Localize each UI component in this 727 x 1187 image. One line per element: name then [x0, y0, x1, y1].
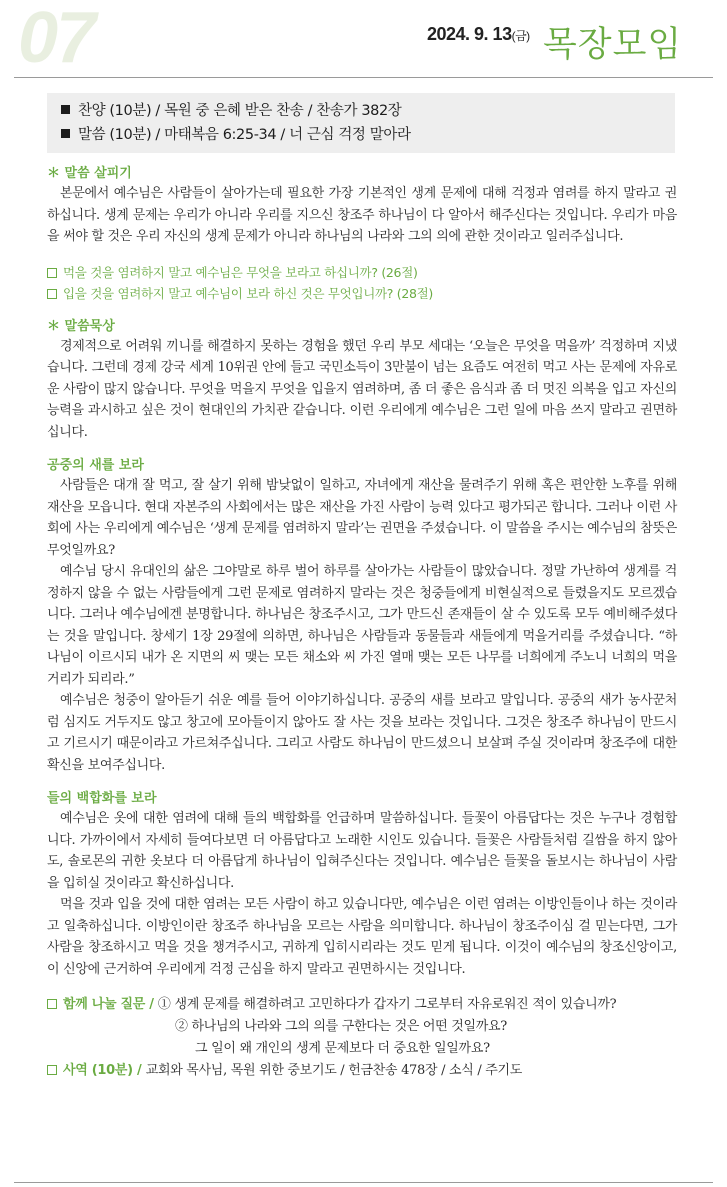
word-study-paragraph: 본문에서 예수님은 사람들이 살아가는데 필요한 가장 기본적인 생계 문제에 대해 걱정과 염려를 하지 말라고 권하십니다. 생계 문제는 우리가 아니라 우리를 지으신 창조주 하나님이 다 알아서 해주신다는 것입니다. 우리가 마음을 써야 할 것은 우리 자신의 생계 문제가 아니라 하나님의 나라와 그의 의에 관한 것이라고 일러주십니다. [47, 186, 677, 244]
date-main: 2024. 9. 13 [427, 24, 512, 44]
page-number: 07 [18, 0, 95, 78]
section-heading-birds: 공중의 새를 보라 [47, 458, 144, 473]
sharing-question-2: ② 하나님의 나라와 그의 의를 구한다는 것은 어떤 것일까요? [175, 1019, 507, 1034]
question-item [47, 283, 677, 304]
summary-line-word [61, 123, 675, 147]
birds-paragraph: 예수님 당시 유대인의 삶은 그야말로 하루 벌어 하루를 살아가는 사람들이 많았습니다. 정말 가난하여 생계를 걱정하지 않을 수 없는 사람들에게 그런 문제로 염려하지 말라는 것은 청중들에게 비현실적으로 들렸을지도 모르겠습니다. 그러나 예수님에겐 분명합니다. 하나님은 창조주시고, 그가 만드신 존재들이 살 수 있도록 모두 예비해주셨다는 것을 말입니다. 창세기 1장 29절에 의하면, 하나님은 사람들과 동물들과 새들에게 먹을거리를 주셨습니다. “하나님이 이르시되 내가 온 지면의 씨 맺는 모든 채소와 씨 가진 열매 맺는 모든 나무를 너희에게 주노니 너희의 먹을거리가 되리라.” [47, 564, 677, 687]
ministry-text: 교회와 목사님, 목원 위한 중보기도 / 헌금찬송 478장 / 소식 / 주기도 [145, 1063, 523, 1078]
bottom-divider [14, 1182, 713, 1183]
question-text: 입을 것을 염려하지 말고 예수님이 보라 하신 것은 무엇입니까? (28절) [63, 285, 434, 301]
square-bullet-icon [61, 105, 70, 114]
top-divider [14, 77, 713, 78]
square-bullet-icon [61, 129, 70, 138]
summary-word-text: 말씀 (10분) / 마태복음 6:25-34 / 너 근심 걱정 말아라 [78, 127, 411, 143]
question-text: 먹을 것을 염려하지 말고 예수님은 무엇을 보라고 하십니까? (26절) [63, 264, 418, 280]
date-weekday: (금) [511, 29, 530, 43]
sharing-questions [47, 994, 677, 1082]
summary-praise-text: 찬양 (10분) / 목원 중 은혜 받은 찬송 / 찬송가 382장 [78, 103, 402, 119]
date [427, 24, 530, 45]
agenda-summary-box [47, 93, 675, 153]
sharing-question-3: 그 일이 왜 개인의 생계 문제보다 더 중요한 일일까요? [195, 1041, 490, 1056]
lilies-paragraph: 예수님은 옷에 대한 염려에 대해 들의 백합화를 언급하며 말씀하십니다. 들꽃이 아름답다는 것은 누구나 경험합니다. 가까이에서 자세히 들여다보면 더 아름답다고 노래한 시인도 있습니다. 들꽃은 사람들처럼 길쌈을 하지 않아도, 솔로몬의 귀한 옷보다 더 아름답게 하나님이 입혀주신다는 것입니다. 예수님은 들꽃을 돌보시는 하나님이 사람을 입히실 것이라고 확신하십니다. [47, 811, 677, 891]
checkbox-square-icon [47, 289, 57, 299]
lilies-paragraph: 먹을 것과 입을 것에 대한 염려는 모든 사람이 하고 있습니다만, 예수님은 이런 염려는 이방인들이나 하는 것이라고 일축하십니다. 이방인이란 창조주 하나님을 모르는 사람을 의미합니다. 하나님이 창조주이심 걸 믿는다면, 그가 사람을 창조하시고 먹을 것을 챙겨주시고, 귀하게 입히시리라는 것도 믿게 됩니다. 이것이 예수님의 창조신앙이고, 이 신앙에 근거하여 우리에게 걱정 근심을 하지 말라고 권면하시는 것입니다. [47, 897, 677, 977]
ministry-line [47, 1060, 677, 1082]
section-heading-lilies: 들의 백합화를 보라 [47, 791, 157, 806]
section-heading-meditation: ＊ 말씀묵상 [47, 318, 115, 334]
page-title: 목장모임 [543, 25, 683, 65]
main-content [47, 165, 677, 1082]
section-heading-word-study: ＊ 말씀 살피기 [47, 166, 132, 181]
meditation-paragraph: 경제적으로 어려워 끼니를 해결하지 못하는 경험을 했던 우리 부모 세대는 ‘오늘은 무엇을 먹을까’ 걱정하며 지냈습니다. 그런데 경제 강국 세계 10위권 안에 들고 국민소득이 3만불이 넘는 요즘도 여전히 먹고 사는 문제에 자유로운 사람이 많지 않습니다. 무엇을 먹을지 무엇을 입을지 염려하며, 좀 더 좋은 음식과 좀 더 멋진 의복을 입고 자신의 능력을 과시하고 싶은 것이 현대인의 가치관 같습니다. 이런 우리에게 예수님은 그런 일에 마음 쓰지 말라고 권면하십니다. [47, 338, 677, 440]
sharing-question-text: ① 생계 문제를 해결하려고 고민하다가 갑자기 그로부터 자유로워진 적이 있습니까? [157, 997, 617, 1012]
ministry-label: 사역 (10분) / [63, 1063, 146, 1078]
checkbox-square-icon [47, 999, 57, 1009]
summary-line-praise [61, 99, 675, 123]
checkbox-square-icon [47, 268, 57, 278]
sharing-question-1 [47, 994, 677, 1016]
sharing-label: 함께 나눌 질문 / [63, 997, 158, 1012]
question-item [47, 262, 677, 283]
birds-paragraph: 예수님은 청중이 알아듣기 쉬운 예를 들어 이야기하십니다. 공중의 새를 보라고 말입니다. 공중의 새가 농사꾼처럼 심지도 거두지도 않고 창고에 모아들이지 않아도 잘 사는 것을 보라는 것입니다. 그것은 창조주 하나님이 만드시고 기르시기 때문이라고 가르쳐주십니다. 그리고 사람도 하나님이 만드셨으니 보살펴 주실 것이라며 창조주에 대한 확신을 보여주십니다. [47, 693, 677, 773]
checkbox-square-icon [47, 1065, 57, 1075]
birds-paragraph: 사람들은 대개 잘 먹고, 잘 살기 위해 밤낮없이 일하고, 자녀에게 재산을 물려주기 위해 혹은 편안한 노후를 위해 재산을 모읍니다. 현대 자본주의 사회에서는 많은 재산을 가진 사람이 능력 있다고 평가되곤 합니다. 그러나 이런 사회에 사는 우리에게 예수님은 ‘생계 문제를 염려하지 말라’는 권면을 주셨습니다. 이 말씀을 주시는 예수님의 참뜻은 무엇일까요? [47, 478, 677, 558]
